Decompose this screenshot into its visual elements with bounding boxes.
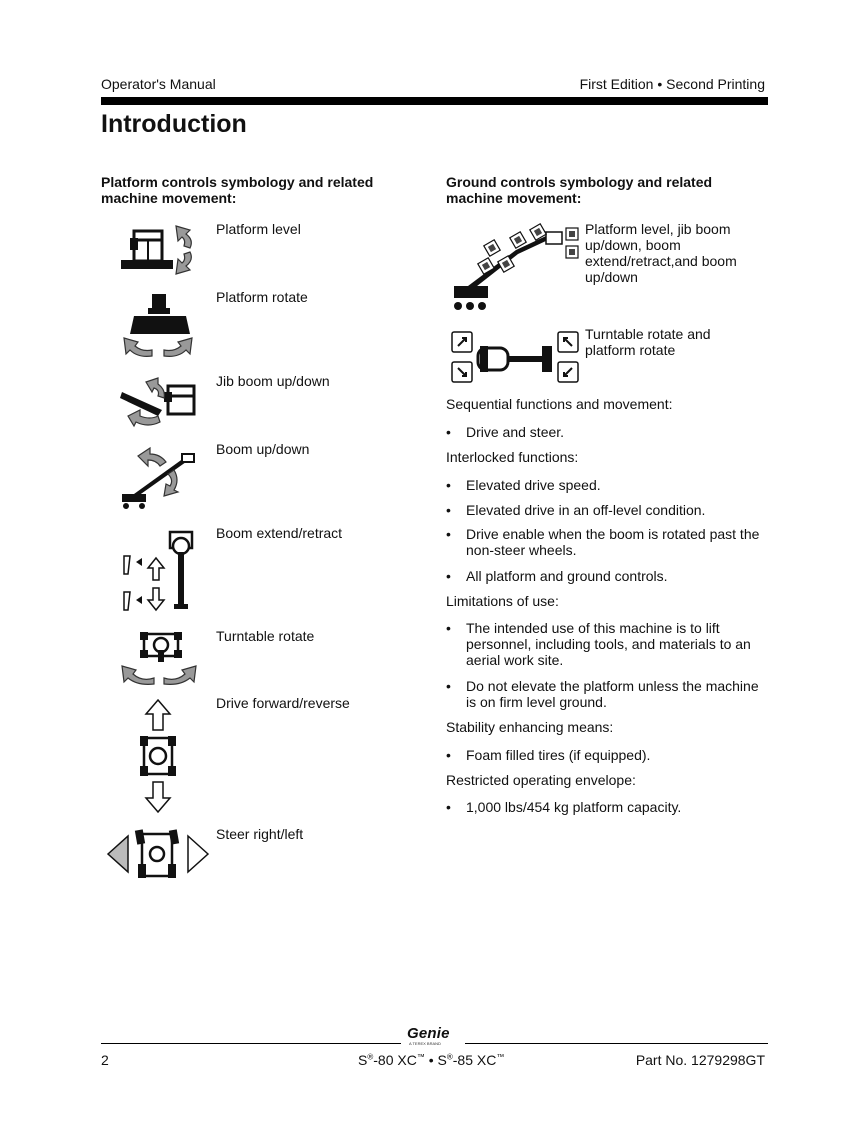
interlocked-bullet: • Elevated drive speed. (446, 477, 601, 493)
page-number: 2 (101, 1052, 109, 1068)
footer-model-names: S®-80 XC™ • S®-85 XC™ (358, 1052, 505, 1068)
turntable-rotate-icon (118, 630, 200, 686)
platform-controls-heading: Platform controls symbology and related machine movement: (101, 174, 374, 206)
stability-bullet: • Foam filled tires (if equipped). (446, 747, 651, 763)
drive-forward-reverse-icon (128, 698, 188, 814)
platform-level-label: Platform level (216, 221, 301, 237)
ground-turntable-rotate-label: Turntable rotate and platform rotate (585, 326, 711, 358)
header-edition: First Edition • Second Printing (579, 76, 765, 92)
interlocked-heading: Interlocked functions: (446, 449, 579, 465)
genie-logo: Genie (407, 1025, 450, 1042)
genie-logo-tagline: A TEREX BRAND (409, 1041, 441, 1046)
interlocked-bullet: • Elevated drive in an off-level condition. (446, 502, 706, 518)
platform-rotate-icon (118, 292, 200, 362)
sequential-heading: Sequential functions and movement: (446, 396, 673, 412)
platform-rotate-label: Platform rotate (216, 289, 308, 305)
platform-level-icon (118, 222, 200, 278)
sequential-bullet: • Drive and steer. (446, 424, 565, 440)
page-title: Introduction (101, 110, 247, 138)
interlocked-bullet: • All platform and ground controls. (446, 568, 668, 584)
boom-up-down-label: Boom up/down (216, 441, 310, 457)
boom-extend-retract-icon (118, 528, 200, 614)
steer-right-left-icon (104, 826, 214, 882)
header-manual-title: Operator's Manual (101, 76, 216, 92)
part-number: Part No. 1279298GT (635, 1052, 765, 1068)
ground-boom-functions-icon (446, 222, 580, 314)
limitations-heading: Limitations of use: (446, 593, 559, 609)
envelope-bullet: • 1,000 lbs/454 kg platform capacity. (446, 799, 682, 815)
ground-boom-functions-label: Platform level, jib boom up/down, boom extend/retract,and boom up/down (585, 221, 737, 285)
jib-boom-icon (118, 376, 200, 428)
steer-right-left-label: Steer right/left (216, 826, 304, 842)
ground-turntable-rotate-icon (450, 330, 582, 386)
turntable-rotate-label: Turntable rotate (216, 628, 315, 644)
header-rule (101, 97, 768, 105)
stability-heading: Stability enhancing means: (446, 719, 614, 735)
interlocked-bullet: • Drive enable when the boom is rotated past the non-steer wheels. (446, 526, 760, 558)
boom-up-down-icon (118, 444, 200, 514)
limitations-bullet: • Do not elevate the platform unless the machine is on firm level ground. (446, 678, 759, 710)
limitations-bullet: • The intended use of this machine is to lift personnel, including tools, and materials to an aerial work site. (446, 620, 751, 668)
footer-rule-right (465, 1043, 768, 1044)
envelope-heading: Restricted operating envelope: (446, 772, 636, 788)
drive-forward-reverse-label: Drive forward/reverse (216, 695, 350, 711)
boom-extend-retract-label: Boom extend/retract (216, 525, 343, 541)
footer-rule-left (101, 1043, 401, 1044)
jib-boom-label: Jib boom up/down (216, 373, 330, 389)
ground-controls-heading: Ground controls symbology and related machine movement: (446, 174, 713, 206)
